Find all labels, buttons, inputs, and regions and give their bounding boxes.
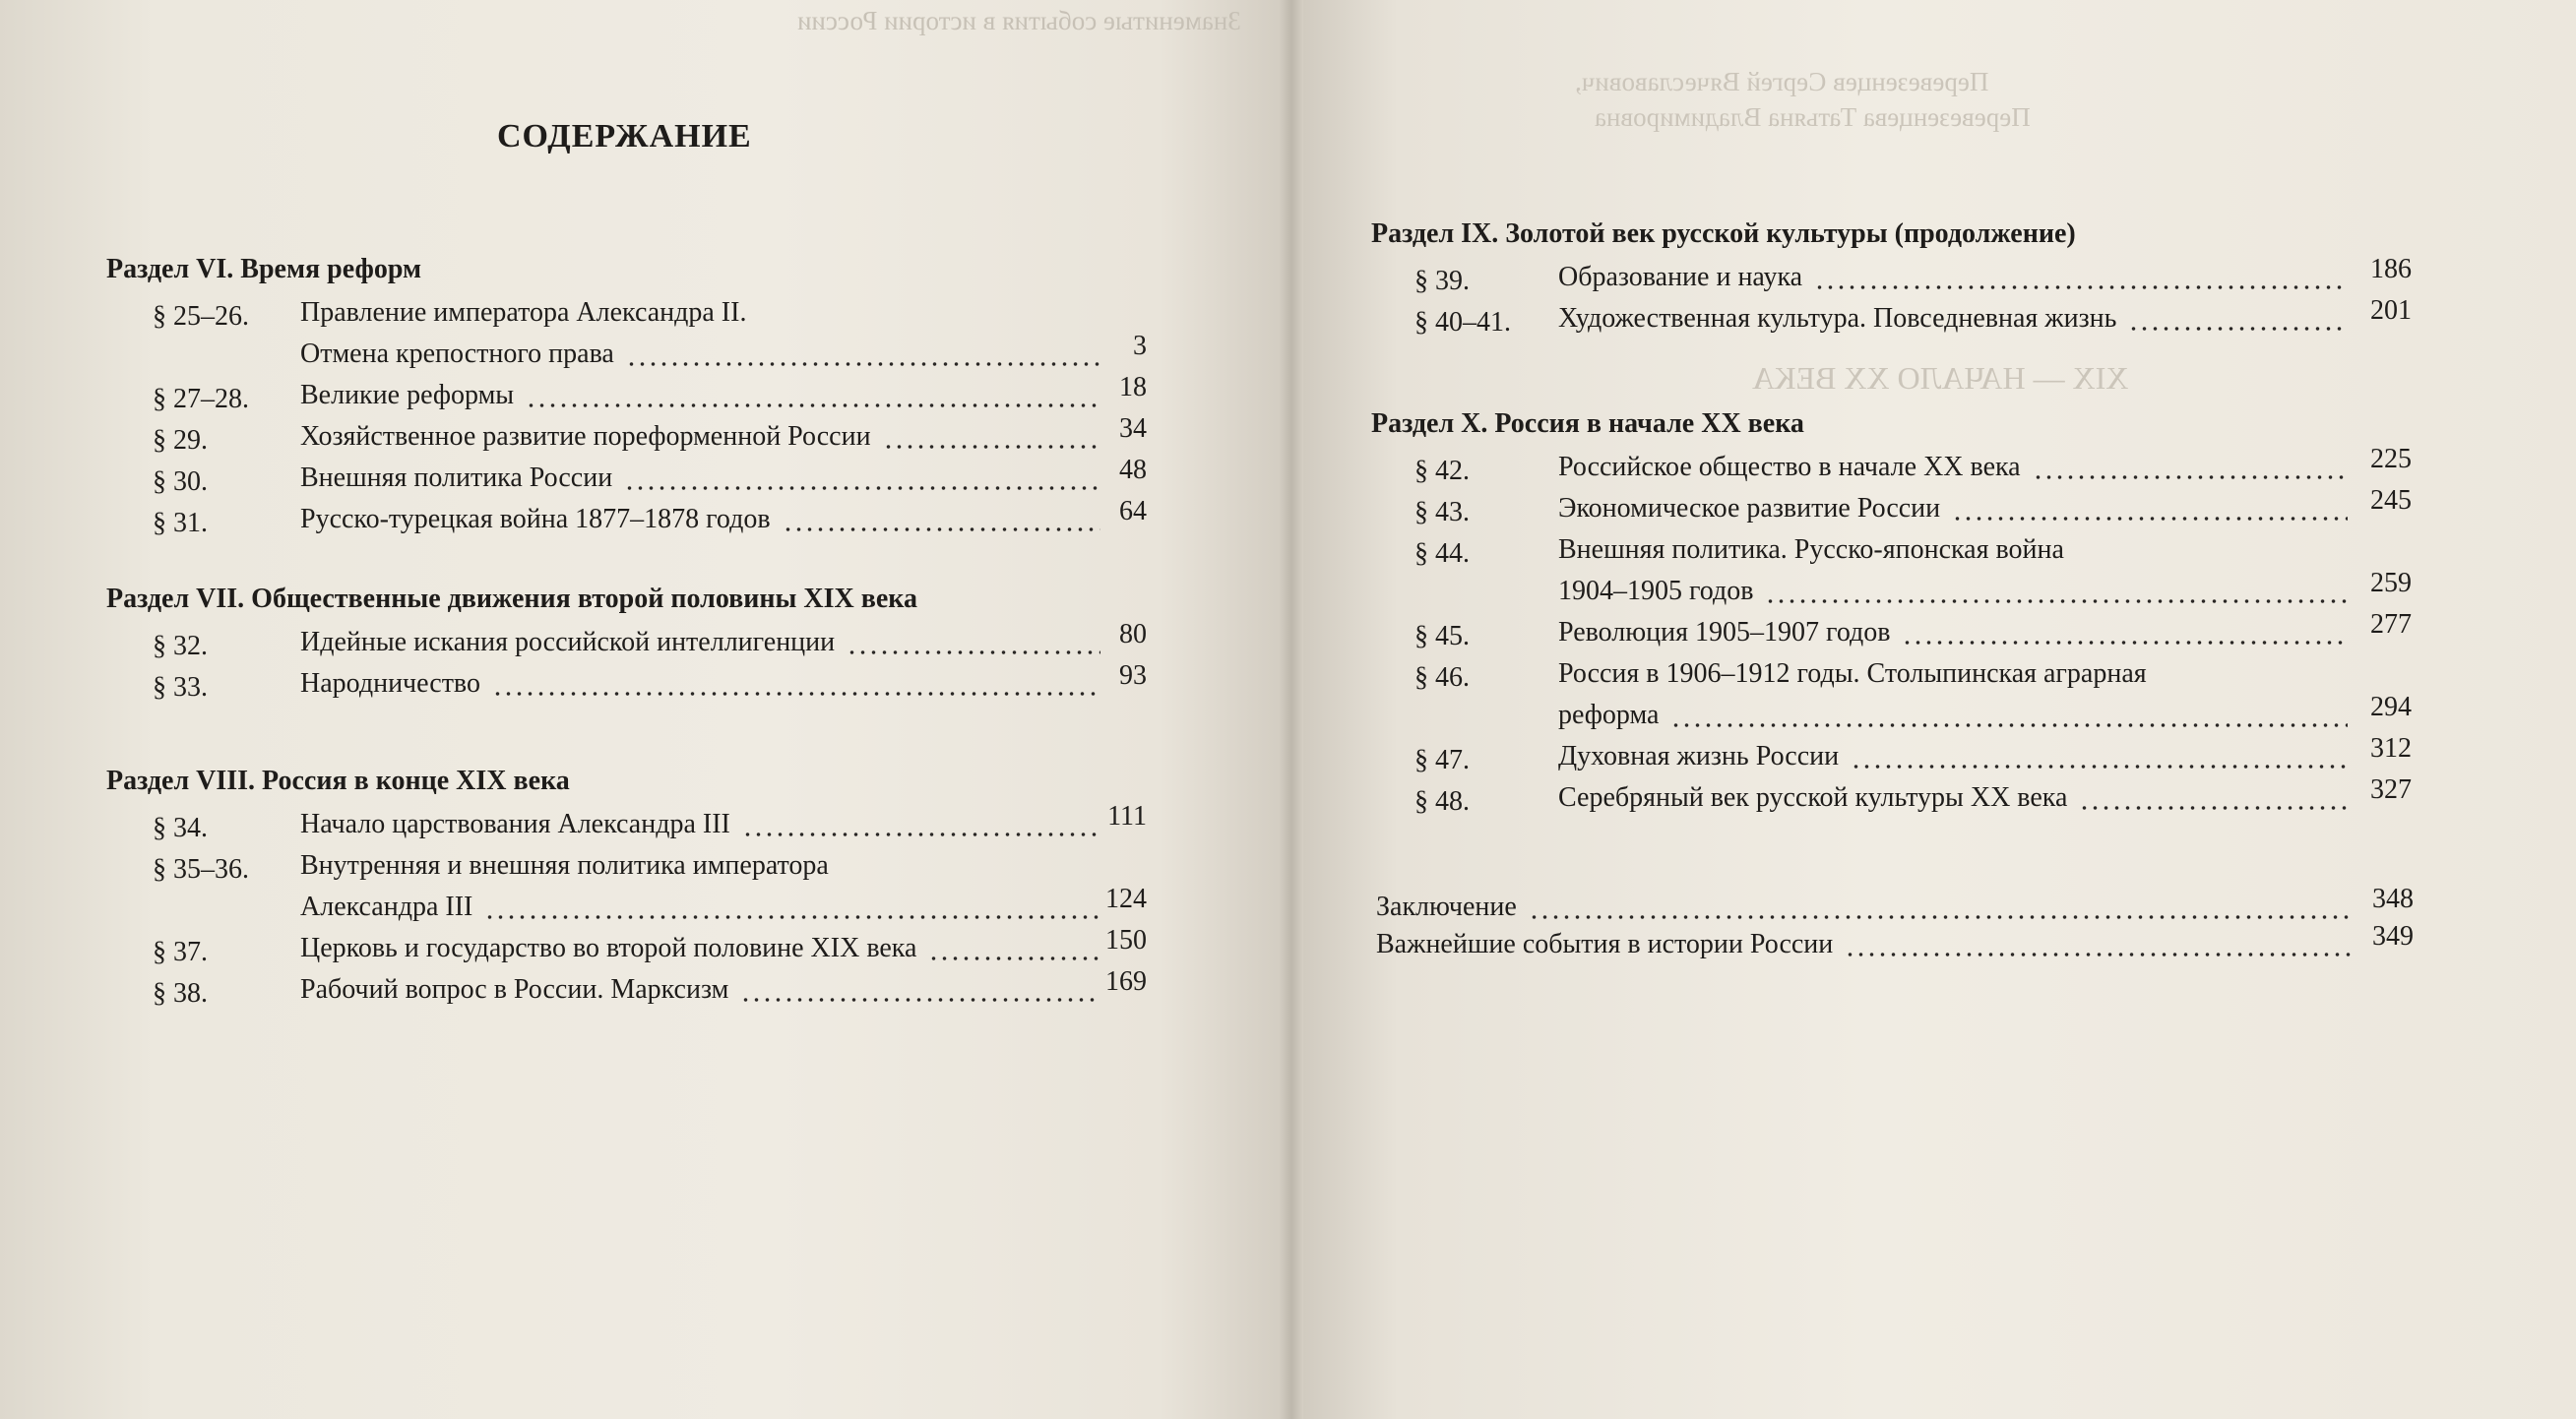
entry-title-line: Начало царствования Александра III (300, 809, 730, 839)
page-number: 64 (1119, 496, 1147, 526)
entry-title-line: Церковь и государство во второй половине XIX века (300, 933, 917, 963)
page-number: 186 (2370, 254, 2412, 284)
section-heading: Раздел VI. Время реформ (106, 254, 422, 284)
entry-title-line: Русско-турецкая война 1877–1878 годов (300, 504, 771, 534)
page-number: 294 (2370, 692, 2412, 722)
section-number: § 31. (153, 508, 208, 538)
section-number: § 43. (1414, 497, 1470, 527)
dot-leader (1670, 723, 2348, 727)
page-number: 312 (2370, 733, 2412, 764)
page-number: 169 (1105, 966, 1147, 997)
dot-leader (1845, 953, 2351, 956)
section-number: § 46. (1414, 662, 1470, 693)
dot-leader (742, 833, 1100, 836)
dot-leader (1529, 915, 2351, 919)
entry-title-line: реформа (1558, 700, 1660, 730)
page-number: 48 (1119, 455, 1147, 485)
dot-leader (783, 527, 1100, 531)
entry-title-line: Рабочий вопрос в России. Марксизм (300, 974, 729, 1005)
entry-title-line: Внешняя политика. Русско-японская война (1558, 534, 2064, 565)
page-number: 349 (2372, 921, 2414, 952)
section-number: § 47. (1414, 745, 1470, 775)
entry-title-line: Народничество (300, 668, 480, 699)
dot-leader (1765, 599, 2348, 603)
show-through-left-top: Знаменитые события в истории России (797, 6, 1241, 35)
section-heading: Раздел VIII. Россия в конце XIX века (106, 766, 570, 796)
dot-leader (1952, 517, 2348, 521)
dot-leader (928, 956, 1100, 960)
dot-leader (1814, 285, 2348, 289)
dot-leader (740, 998, 1100, 1002)
entry-title-line: Правление императора Александра II. (300, 297, 747, 328)
entry-title-line: Отмена крепостного права (300, 339, 614, 369)
show-through-right-mid: XIX — НАЧАЛО XX ВЕКА (1752, 360, 2129, 396)
entry-title-line: Внутренняя и внешняя политика императора (300, 850, 829, 881)
show-through-right-top-2: Перевезенцева Татьяна Владимировна (1595, 102, 2031, 132)
dot-leader (883, 445, 1100, 449)
section-number: § 35–36. (153, 854, 249, 885)
section-heading: Раздел VII. Общественные движения второй половины XIX века (106, 584, 917, 614)
book-spine (1280, 0, 1303, 1419)
page-number: 80 (1119, 619, 1147, 649)
page-number: 245 (2370, 485, 2412, 516)
section-number: § 40–41. (1414, 307, 1511, 338)
dot-leader (847, 650, 1100, 654)
entry-title-line: Революция 1905–1907 годов (1558, 617, 1891, 648)
section-number: § 44. (1414, 538, 1470, 569)
dot-leader (492, 692, 1100, 696)
page-number: 150 (1105, 925, 1147, 956)
section-heading: Раздел IX. Золотой век русской культуры (продолжение) (1371, 218, 2076, 249)
section-number: § 48. (1414, 786, 1470, 817)
entry-title-line: Образование и наука (1558, 262, 1803, 292)
page-number: 124 (1105, 884, 1147, 914)
page-number: 3 (1133, 331, 1147, 361)
entry-title-line: Российское общество в начале XX века (1558, 452, 2021, 482)
page-number: 259 (2370, 568, 2412, 598)
show-through-right-top-1: Перевезенцев Сергей Вячеславович, (1575, 67, 1989, 96)
entry-title-line: Великие реформы (300, 380, 515, 410)
page-number: 111 (1107, 801, 1147, 832)
dot-leader (484, 915, 1100, 919)
dot-leader (2079, 806, 2348, 810)
entry-title-line: Важнейшие события в истории России (1376, 929, 1834, 959)
page-number: 277 (2370, 609, 2412, 640)
section-number: § 33. (153, 672, 208, 703)
entry-title-line: Заключение (1376, 892, 1517, 922)
section-number: § 39. (1414, 266, 1470, 296)
dot-leader (526, 403, 1100, 407)
entry-title-line: Хозяйственное развитие пореформенной России (300, 421, 871, 452)
entry-title-line: Александра III (300, 892, 473, 922)
page-number: 93 (1119, 660, 1147, 691)
section-number: § 25–26. (153, 301, 249, 332)
page-number: 327 (2370, 774, 2412, 805)
dot-leader (1902, 641, 2348, 645)
section-number: § 32. (153, 631, 208, 661)
page-number: 34 (1119, 413, 1147, 444)
entry-title-line: Духовная жизнь России (1558, 741, 1840, 771)
page-number: 348 (2372, 884, 2414, 914)
entry-title-line: Внешняя политика России (300, 463, 613, 493)
page-number: 225 (2370, 444, 2412, 474)
entry-title-line: 1904–1905 годов (1558, 576, 1754, 606)
entry-title-line: Россия в 1906–1912 годы. Столыпинская аграрная (1558, 658, 2147, 689)
section-number: § 27–28. (153, 384, 249, 414)
entry-title-line: Серебряный век русской культуры XX века (1558, 782, 2068, 813)
section-number: § 29. (153, 425, 208, 456)
dot-leader (1851, 765, 2348, 769)
entry-title-line: Идейные искания российской интеллигенции (300, 627, 836, 657)
dot-leader (2128, 327, 2348, 331)
section-number: § 45. (1414, 621, 1470, 651)
entry-title-line: Художественная культура. Повседневная жизнь (1558, 303, 2117, 334)
dot-leader (2033, 475, 2348, 479)
page-number: 201 (2370, 295, 2412, 326)
contents-title: СОДЕРЖАНИЕ (497, 118, 752, 154)
section-number: § 30. (153, 466, 208, 497)
section-number: § 34. (153, 813, 208, 843)
entry-title-line: Экономическое развитие России (1558, 493, 1941, 524)
page-number: 18 (1119, 372, 1147, 402)
dot-leader (626, 362, 1100, 366)
section-heading: Раздел X. Россия в начале XX века (1371, 408, 1804, 439)
section-number: § 37. (153, 937, 208, 967)
dot-leader (624, 486, 1100, 490)
section-number: § 42. (1414, 456, 1470, 486)
section-number: § 38. (153, 978, 208, 1009)
